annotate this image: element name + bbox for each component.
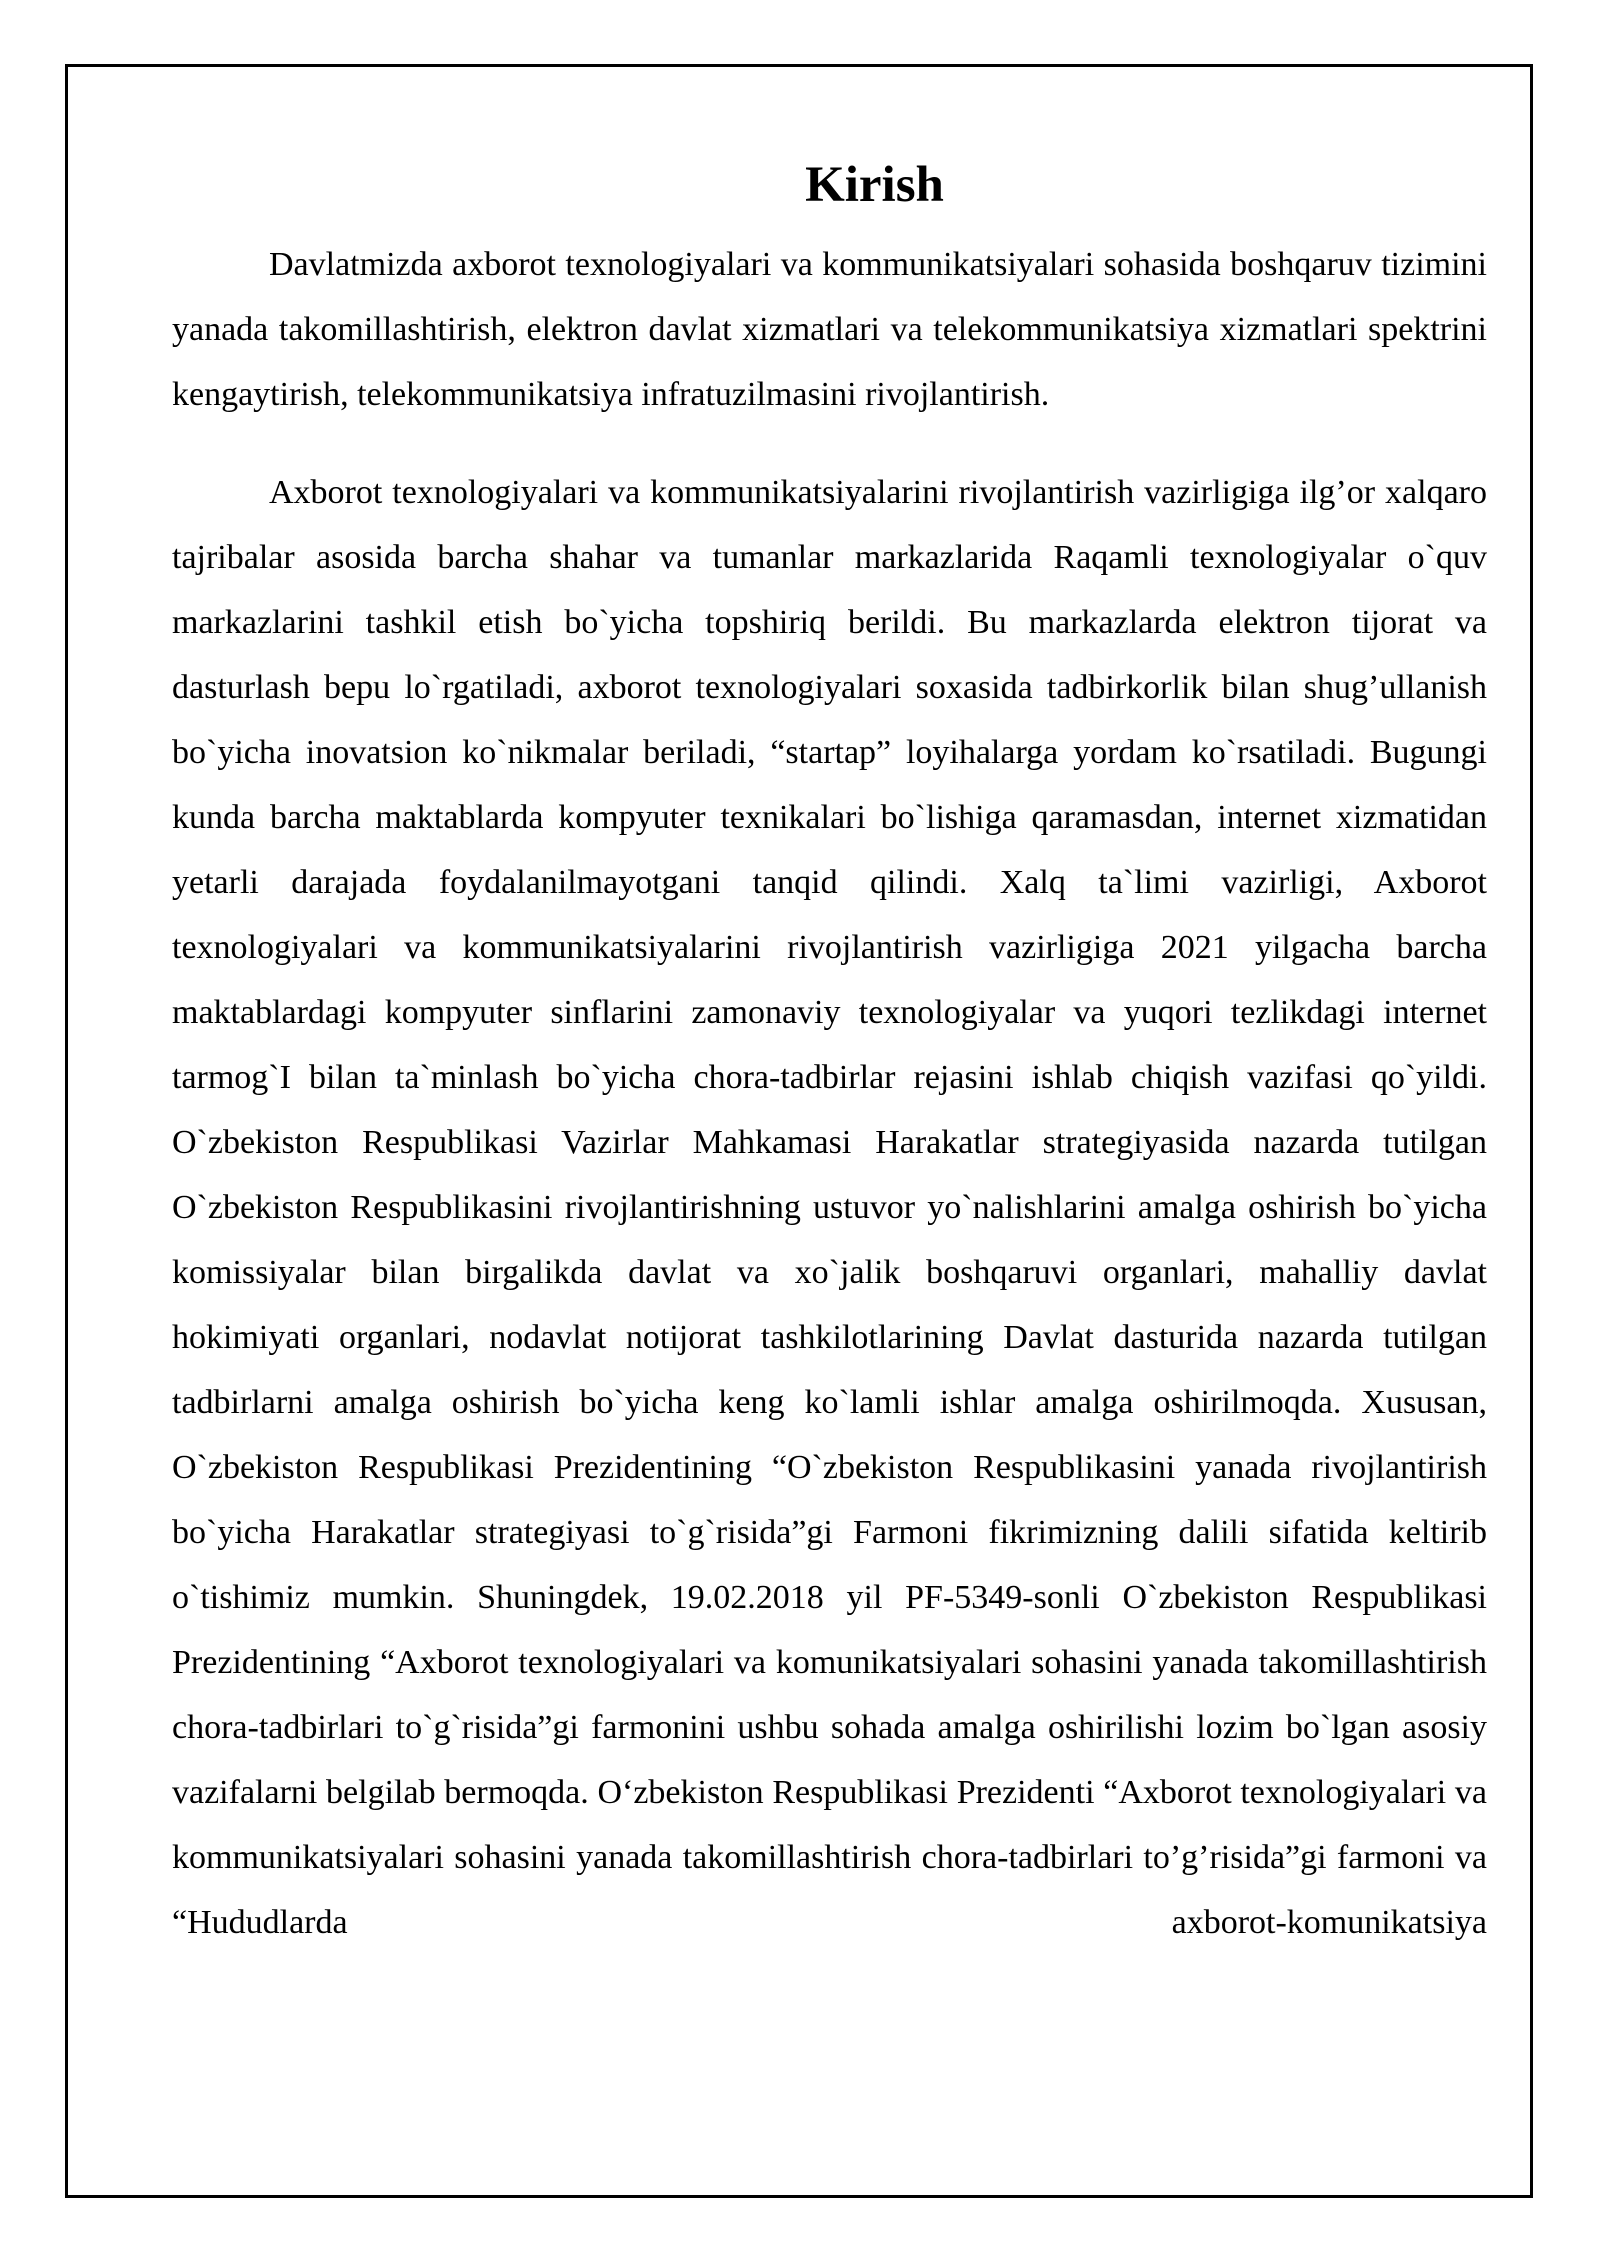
- paragraph-main: Axborot texnologiyalari va kommunikatsiyalarini rivojlantirish vazirligiga ilg’or xalqaro tajribalar asosida barcha shahar va tumanlar markazlarida Raqamli texnologiyalar o`quv markazlarini tashkil etish bo`yicha topshiriq berildi. Bu markazlarda elektron tijorat va dasturlash bepu lo`rgatiladi, axborot texnologiyalari soxasida tadbirkorlik bilan shug’ullanish bo`yicha inovatsion ko`nikmalar beriladi, “startap” loyihalarga yordam ko`rsatiladi. Bugungi kunda barcha maktablarda kompyuter texnikalari bo`lishiga qaramasdan, internet xizmatidan yetarli darajada foydalanilmayotgani tanqid qilindi. Xalq ta`limi vazirligi, Axborot texnologiyalari va kommunikatsiyalarini rivojlantirish vazirligiga 2021 yilgacha barcha maktablardagi kompyuter sinflarini zamonaviy texnologiyalar va yuqori tezlikdagi internet tarmog`I bilan ta`minlash bo`yicha chora-tadbirlar rejasini ishlab chiqish vazifasi qo`yildi. O`zbekiston Respublikasi Vazirlar Mahkamasi Harakatlar strategiyasida nazarda tutilgan O`zbekiston Respublikasini rivojlantirishning ustuvor yo`nalishlarini amalga oshirish bo`yicha komissiyalar bilan birgalikda davlat va xo`jalik boshqaruvi organlari, mahalliy davlat hokimiyati organlari, nodavlat notijorat tashkilotlarining Davlat dasturida nazarda tutilgan tadbirlarni amalga oshirish bo`yicha keng ko`lamli ishlar amalga oshirilmoqda. Xususan, O`zbekiston Respublikasi Prezidentining “O`zbekiston Respublikasini yanada rivojlantirish bo`yicha Harakatlar strategiyasi to`g`risida”gi Farmoni fikrimizning dalili sifatida keltirib o`tishimiz mumkin. Shuningdek, 19.02.2018 yil PF-5349-sonli O`zbekiston Respublikasi Prezidentining “Axborot texnologiyalari va komunikatsiyalari sohasini yanada takomillashtirish chora-tadbirlari to`g`risida”gi farmonini ushbu sohada amalga oshirilishi lozim bo`lgan asosiy vazifalarni belgilab bermoqda. O‘zbekiston Respublikasi Prezidenti “Axborot texnologiyalari va kommunikatsiyalari sohasini yanada takomillashtirish chora-tadbirlari to’g’risida”gi farmoni va “Hududlarda axborot-komunikatsiya: [172, 474, 1487, 1941]
- document-body: [172, 150, 1487, 1955]
- paragraph-intro: Davlatmizda axborot texnologiyalari va kommunikatsiyalari sohasida boshqaruv tizimini yanada takomillashtirish, elektron davlat xizmatlari va telekommunikatsiya xizmatlari spektrini kengaytirish, telekommunikatsiya infratuzilmasini rivojlantirish.: [172, 246, 1487, 413]
- document-title: Kirish: [805, 157, 944, 213]
